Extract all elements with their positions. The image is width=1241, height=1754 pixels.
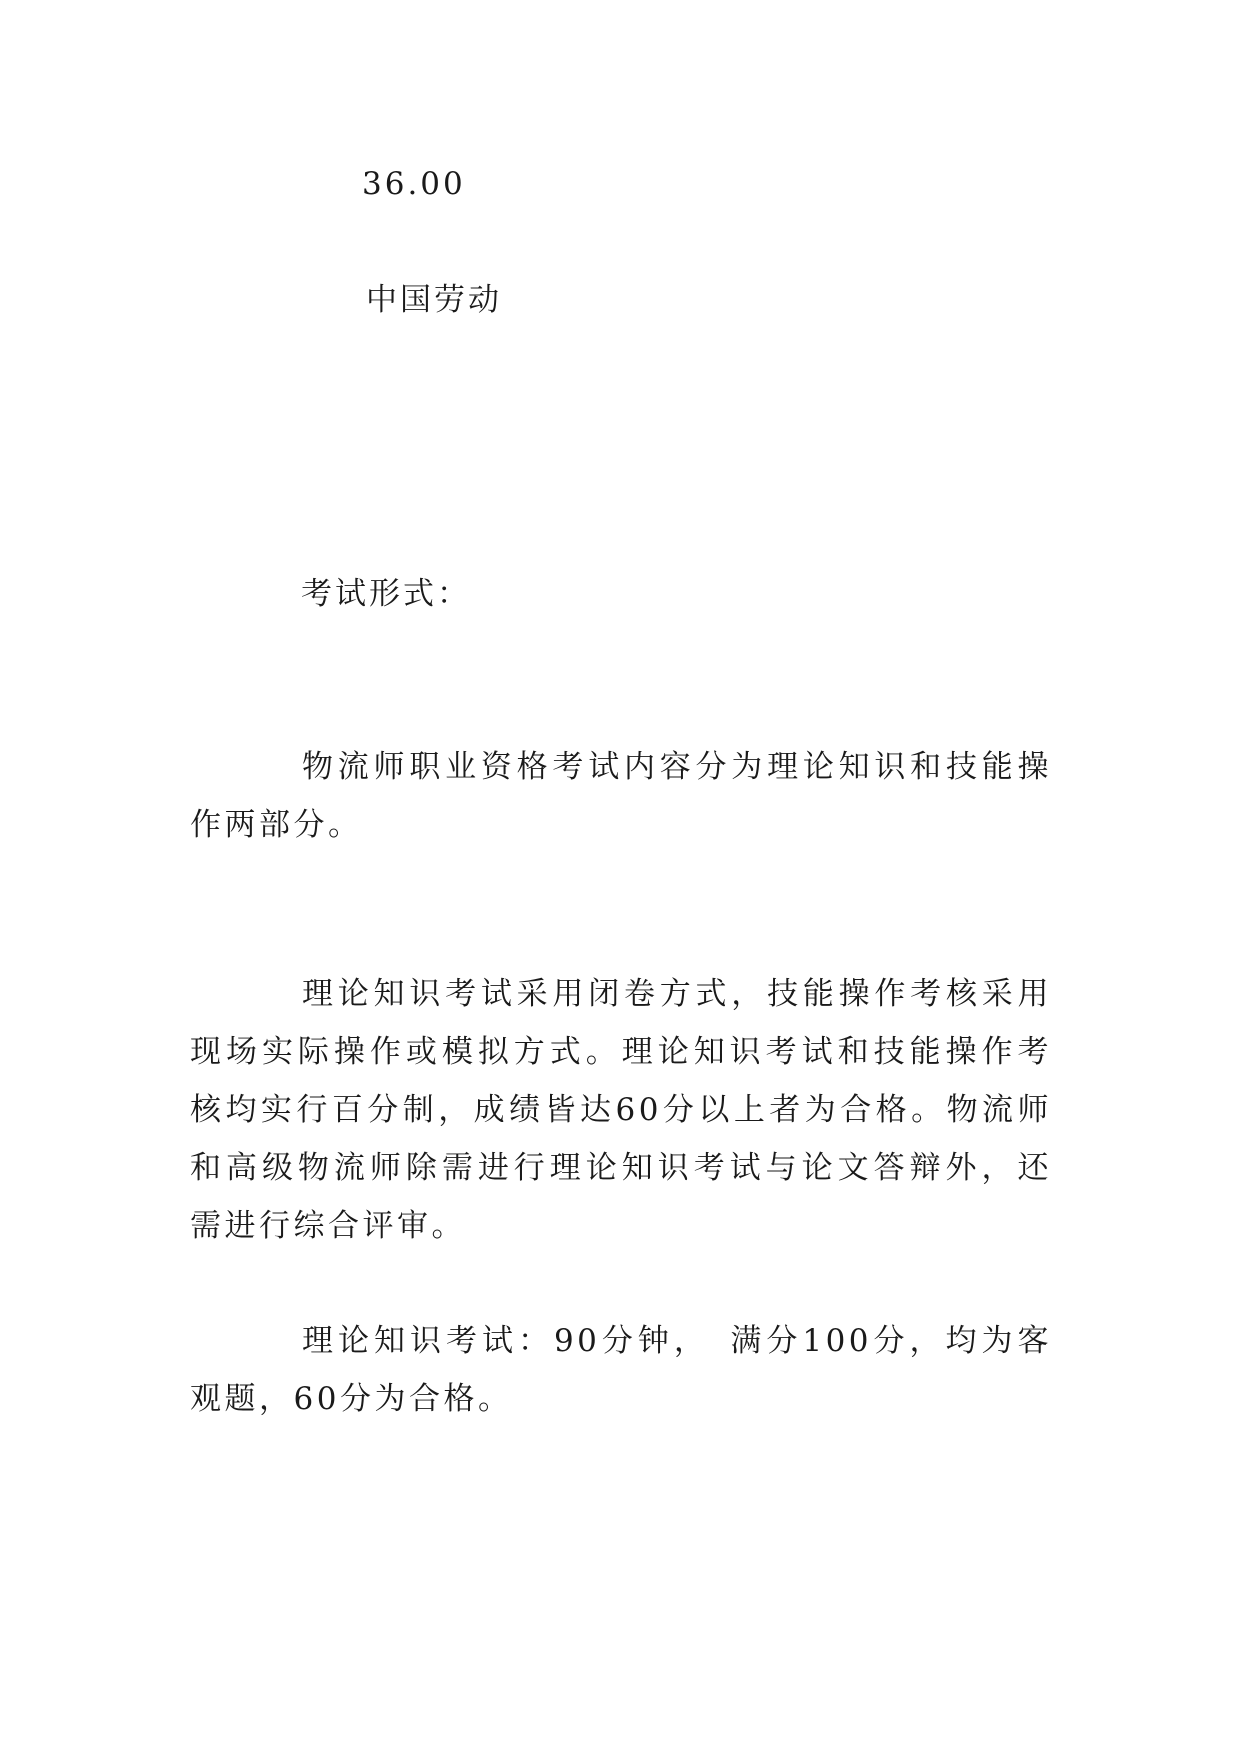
paragraph-exam-content: 物流师职业资格考试内容分为理论知识和技能操作两部分。 [190,749,1052,843]
paragraph-exam-method: 理论知识考试采用闭卷方式，技能操作考核采用现场实际操作或模拟方式。理论知识考试和技能操作考核均实行百分制，成绩皆达60分以上者为合格。物流师和高级物流师除需进行理论知识考试与论文答辩外，还需进行综合评审。 [190,976,1052,1244]
paragraph-theory-exam: 理论知识考试：90分钟， 满分100分，均为客观题，60分为合格。 [190,1323,1052,1417]
price-text: 36.00 [362,166,466,202]
section-heading: 考试形式： [301,576,471,612]
publisher-text: 中国劳动 [366,282,502,318]
